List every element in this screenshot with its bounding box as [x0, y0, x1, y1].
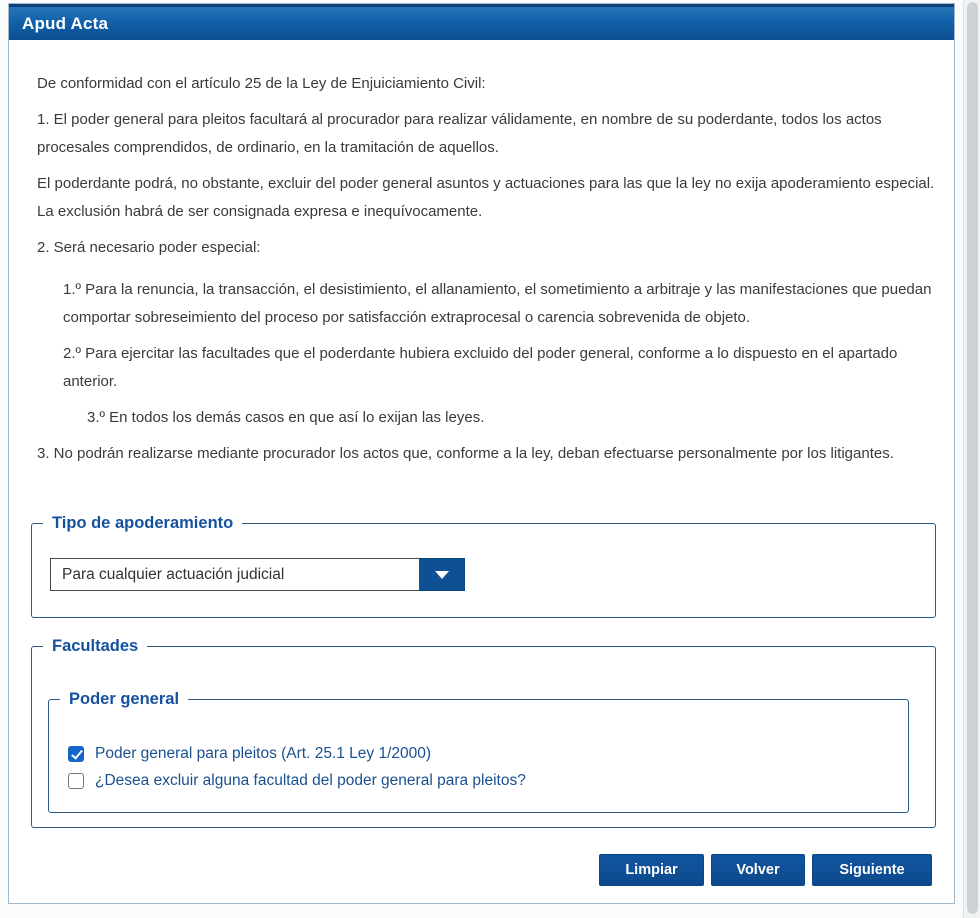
- select-dropdown-button[interactable]: [420, 558, 465, 591]
- tipo-apoderamiento-legend: Tipo de apoderamiento: [43, 512, 242, 534]
- volver-button[interactable]: Volver: [711, 854, 805, 886]
- checkbox-row-excluir-facultad[interactable]: [68, 767, 888, 794]
- list-item-1: 1.º Para la renuncia, la transacción, el desistimiento, el allanamiento, el sometimiento a arbitraje y las manifestaciones que puedan comportar sobreseimiento del proceso por satisfacción extraprocesal o carencia sobrevenida de objeto.: [63, 281, 932, 326]
- intro-text: De conformidad con el artículo 25 de la Ley de Enjuiciamiento Civil:: [37, 75, 486, 92]
- content-area: [9, 40, 954, 828]
- scrollbar-track[interactable]: [963, 0, 980, 918]
- apud-acta-panel: [8, 3, 955, 904]
- siguiente-button[interactable]: Siguiente: [812, 854, 932, 886]
- poder-general-legend: Poder general: [60, 688, 188, 710]
- paragraph-3: 2. Será necesario poder especial:: [37, 239, 261, 256]
- page-title: Apud Acta: [22, 13, 109, 33]
- excluir-facultad-checkbox[interactable]: [68, 773, 84, 789]
- panel-header: [9, 4, 954, 40]
- facultades-legend: Facultades: [43, 635, 147, 657]
- poder-general-checkbox[interactable]: [68, 746, 84, 762]
- poder-general-fieldset: [48, 690, 909, 813]
- action-buttons: [599, 854, 932, 886]
- select-selected-value[interactable]: Para cualquier actuación judicial: [50, 558, 420, 591]
- paragraph-1: 1. El poder general para pleitos facultará al procurador para realizar válidamente, en nombre de su poderdante, todos los actos procesales comprendidos, de ordinario, en la tramitación de aquellos.: [37, 111, 882, 156]
- list-item-3: 3.º En todos los demás casos en que así lo exijan las leyes.: [87, 409, 485, 426]
- paragraph-4: 3. No podrán realizarse mediante procurador los actos que, conforme a la ley, deban efectuarse personalmente por los litigantes.: [37, 445, 894, 462]
- paragraph-2: El poderdante podrá, no obstante, excluir del poder general asuntos y actuaciones para las que la ley no exija apoderamiento especial. La exclusión habrá de ser consignada expresa e inequívocamente.: [37, 175, 935, 220]
- facultades-fieldset: [31, 637, 936, 828]
- tipo-apoderamiento-fieldset: [31, 514, 936, 618]
- chevron-down-icon: [435, 571, 449, 579]
- excluir-facultad-checkbox-label[interactable]: ¿Desea excluir alguna facultad del poder general para pleitos?: [95, 772, 526, 789]
- checkbox-row-poder-general[interactable]: [68, 740, 888, 767]
- limpiar-button[interactable]: Limpiar: [599, 854, 704, 886]
- tipo-apoderamiento-select[interactable]: [50, 558, 465, 591]
- poder-general-checkbox-label[interactable]: Poder general para pleitos (Art. 25.1 Ley 1/2000): [95, 745, 432, 762]
- scrollbar-thumb[interactable]: [967, 2, 978, 914]
- list-item-2: 2.º Para ejercitar las facultades que el poderdante hubiera excluido del poder general, conforme a lo dispuesto en el apartado anterior.: [63, 345, 898, 390]
